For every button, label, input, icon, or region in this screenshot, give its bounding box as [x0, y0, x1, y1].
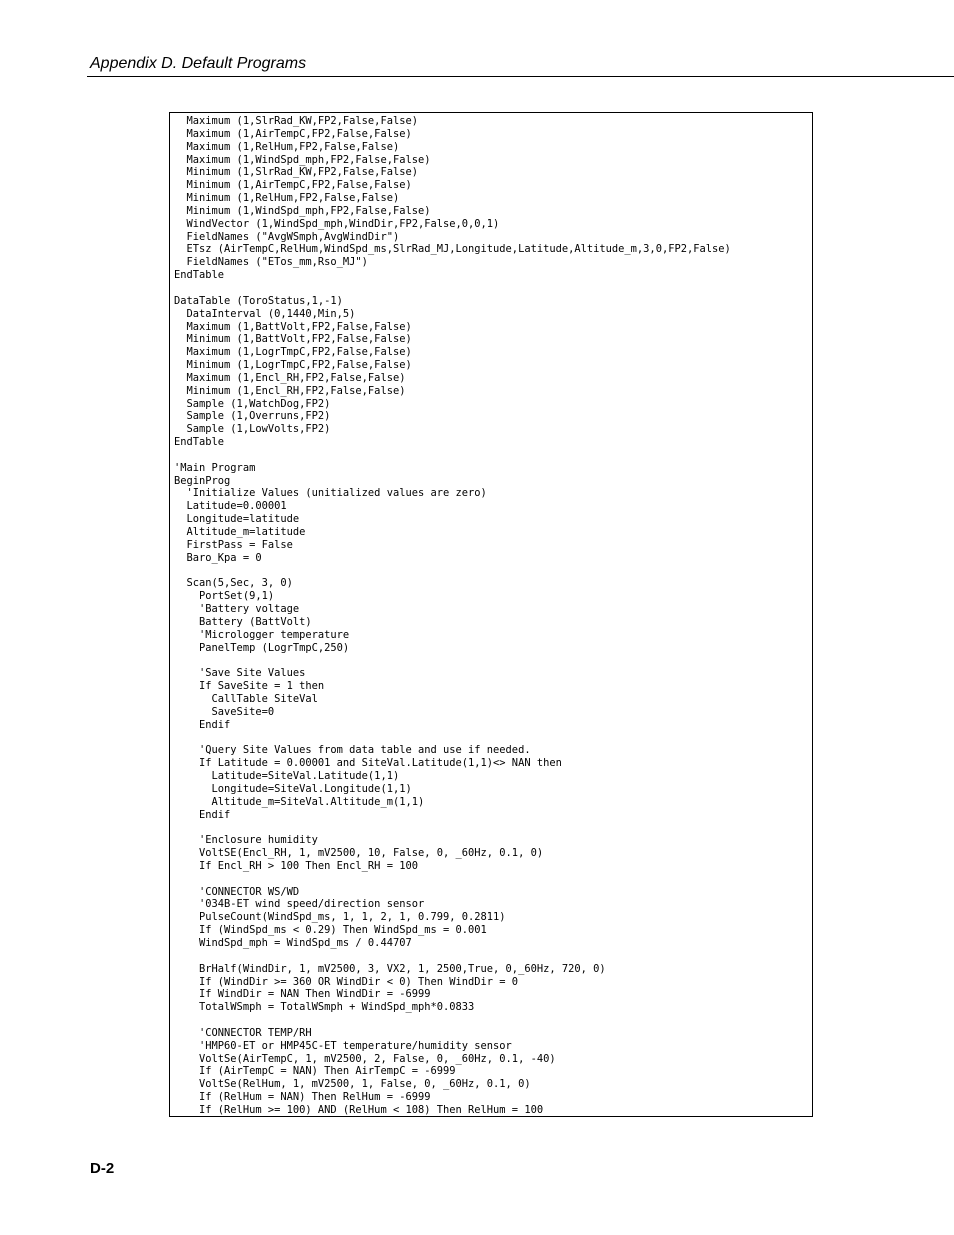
code-line: VoltSE(Encl_RH, 1, mV2500, 10, False, 0, _60Hz, 0.1, 0) [174, 847, 544, 860]
code-line [174, 873, 731, 886]
code-line: FieldNames ("AvgWSmph,AvgWindDir") [174, 230, 400, 243]
code-listing-box [169, 112, 813, 1117]
code-line: Maximum (1,SlrRad_KW,FP2,False,False) [174, 115, 418, 127]
code-line: Maximum (1,LogrTmpC,FP2,False,False) [174, 346, 412, 359]
code-line: Latitude=0.00001 [174, 500, 287, 513]
code-line: Sample (1,WatchDog,FP2) [174, 397, 331, 410]
code-line: WindSpd_mph = WindSpd_ms / 0.44707 [174, 937, 412, 949]
code-line: WindVector (1,WindSpd_mph,WindDir,FP2,False,0,0,1) [174, 217, 500, 230]
code-line: Sample (1,Overruns,FP2) [174, 410, 331, 423]
code-line: DataTable (ToroStatus,1,-1) [174, 294, 343, 307]
code-line: FirstPass = False [174, 538, 293, 551]
code-line: If (WindDir >= 360 OR WindDir < 0) Then WindDir = 0 [174, 975, 519, 988]
code-line: If (WindSpd_ms < 0.29) Then WindSpd_ms = 0.001 [174, 924, 487, 937]
code-line: BrHalf(WindDir, 1, mV2500, 3, VX2, 1, 2500,True, 0,_60Hz, 720, 0) [174, 962, 606, 975]
code-line: If WindDir = NAN Then WindDir = -6999 [174, 988, 431, 1001]
code-line: ETsz (AirTempC,RelHum,WindSpd_ms,SlrRad_MJ,Longitude,Latitude,Altitude_m,3,0,FP2,False) [174, 243, 731, 256]
code-line: Sample (1,LowVolts,FP2) [174, 423, 331, 436]
code-line: 'HMP60-ET or HMP45C-ET temperature/humidity sensor [174, 1039, 512, 1052]
header-rule [87, 76, 954, 77]
code-line: SaveSite=0 [174, 705, 275, 718]
code-line: BeginProg [174, 474, 231, 487]
code-line: If Latitude = 0.00001 and SiteVal.Latitude(1,1)<> NAN then [174, 757, 562, 770]
code-line: Maximum (1,WindSpd_mph,FP2,False,False) [174, 153, 431, 166]
code-line: 'Main Program [174, 461, 256, 474]
code-line: EndTable [174, 269, 225, 282]
code-line: EndTable [174, 436, 225, 449]
code-line: Minimum (1,LogrTmpC,FP2,False,False) [174, 359, 412, 372]
code-line: PulseCount(WindSpd_ms, 1, 1, 2, 1, 0.799, 0.2811) [174, 911, 506, 924]
code-line: VoltSe(RelHum, 1, mV2500, 1, False, 0, _60Hz, 0.1, 0) [174, 1078, 531, 1091]
code-line: If (AirTempC = NAN) Then AirTempC = -6999 [174, 1065, 456, 1078]
code-line: Longitude=SiteVal.Longitude(1,1) [174, 782, 412, 795]
code-line: 'Battery voltage [174, 603, 300, 616]
code-line: Latitude=SiteVal.Latitude(1,1) [174, 770, 400, 783]
code-line: Minimum (1,WindSpd_mph,FP2,False,False) [174, 204, 431, 217]
code-line: 'Query Site Values from data table and use if needed. [174, 744, 531, 757]
code-line: PanelTemp (LogrTmpC,250) [174, 641, 350, 654]
code-line [174, 654, 731, 667]
code-line: If Encl_RH > 100 Then Encl_RH = 100 [174, 859, 418, 872]
page-header-title: Appendix D. Default Programs [90, 55, 307, 72]
code-line: Maximum (1,BattVolt,FP2,False,False) [174, 320, 412, 333]
code-line: Minimum (1,BattVolt,FP2,False,False) [174, 333, 412, 346]
code-line: Minimum (1,AirTempC,FP2,False,False) [174, 179, 412, 192]
code-line: Longitude=latitude [174, 513, 300, 526]
code-line [174, 950, 731, 963]
code-line [174, 565, 731, 578]
code-line: Endif [174, 808, 231, 821]
code-line: 'Save Site Values [174, 667, 306, 680]
code-line: Altitude_m=SiteVal.Altitude_m(1,1) [174, 795, 425, 808]
code-line: TotalWSmph = TotalWSmph + WindSpd_mph*0.0833 [174, 1001, 475, 1014]
code-line: Endif [174, 718, 231, 731]
code-line [174, 282, 731, 295]
code-line: '034B-ET wind speed/direction sensor [174, 898, 425, 911]
code-line [174, 1014, 731, 1027]
code-listing [174, 115, 731, 1117]
code-line: 'Initialize Values (unitialized values are zero) [174, 487, 487, 500]
code-line: Minimum (1,Encl_RH,FP2,False,False) [174, 384, 406, 397]
code-line: Maximum (1,Encl_RH,FP2,False,False) [174, 371, 406, 384]
code-line: Minimum (1,SlrRad_KW,FP2,False,False) [174, 166, 418, 179]
page-number: D-2 [90, 1160, 115, 1177]
code-line [174, 821, 731, 834]
code-line: Altitude_m=latitude [174, 526, 306, 538]
code-line: Battery (BattVolt) [174, 615, 312, 628]
code-line: If SaveSite = 1 then [174, 680, 325, 693]
code-line: 'Enclosure humidity [174, 834, 318, 847]
code-line: 'Micrologger temperature [174, 628, 350, 641]
code-line: If (RelHum = NAN) Then RelHum = -6999 [174, 1091, 431, 1104]
code-line: 'CONNECTOR WS/WD [174, 885, 300, 898]
code-line: Minimum (1,RelHum,FP2,False,False) [174, 192, 400, 205]
code-line: FieldNames ("ETos_mm,Rso_MJ") [174, 256, 368, 269]
code-line: VoltSe(AirTempC, 1, mV2500, 2, False, 0, _60Hz, 0.1, -40) [174, 1052, 556, 1065]
code-line: Maximum (1,AirTempC,FP2,False,False) [174, 127, 412, 140]
code-line: If (RelHum >= 100) AND (RelHum < 108) Then RelHum = 100 [174, 1103, 544, 1116]
code-line: DataInterval (0,1440,Min,5) [174, 307, 356, 320]
code-line [174, 732, 731, 745]
code-line: CallTable SiteVal [174, 692, 318, 705]
code-line: Scan(5,Sec, 3, 0) [174, 577, 293, 590]
code-line: 'CONNECTOR TEMP/RH [174, 1026, 312, 1039]
code-line: PortSet(9,1) [174, 590, 275, 603]
code-line: Maximum (1,RelHum,FP2,False,False) [174, 140, 400, 153]
code-line [174, 449, 731, 462]
code-line: Baro_Kpa = 0 [174, 551, 262, 564]
